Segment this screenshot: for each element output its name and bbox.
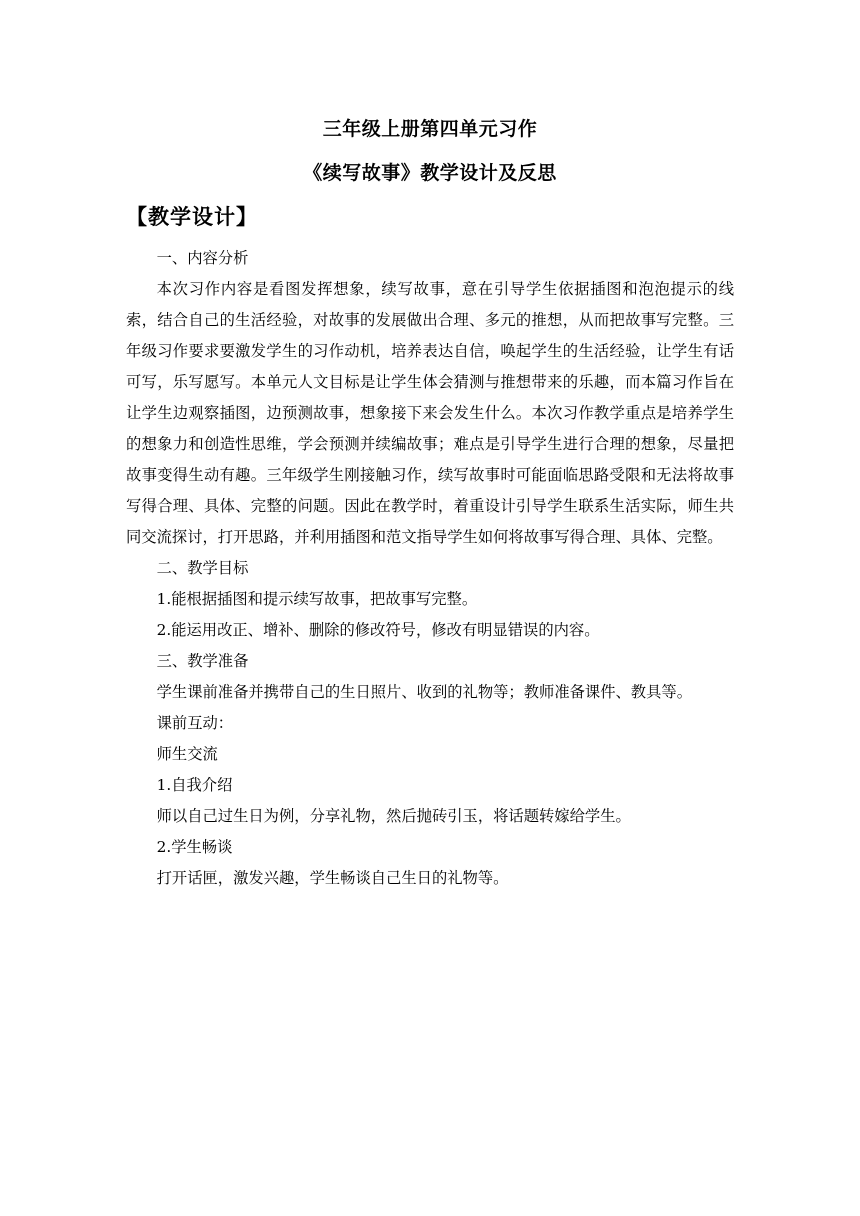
paragraph-content-analysis: 本次习作内容是看图发挥想象，续写故事，意在引导学生依据插图和泡泡提示的线索，结合自己的生活经验，对故事的发展做出合理、多元的推想，从而把故事写完整。三年级习作要求要激发学生的习作动机，培养表达自信，唤起学生的生活经验，让学生有话可写，乐写愿写。本单元人文目标是让学生体会猜测与推想带来的乐趣，而本篇习作旨在让学生边观察插图，边预测故事，想象接下来会发生什么。本次习作教学重点是培养学生的想象力和创造性思维，学会预测并续编故事；难点是引导学生进行合理的想象，尽量把故事变得生动有趣。三年级学生刚接触习作，续写故事时可能面临思路受限和无法将故事写得合理、具体、完整的问题。因此在教学时，着重设计引导学生联系生活实际，师生共同交流探讨，打开思路，并利用插图和范文指导学生如何将故事写得合理、具体、完整。 bbox=[126, 280, 734, 546]
document-body bbox=[126, 243, 734, 894]
heading-teaching-goals: 二、教学目标 bbox=[156, 559, 249, 577]
paragraph-step-2: 打开话匣，激发兴趣，学生畅谈自己生日的礼物等。 bbox=[156, 869, 509, 887]
goal-item-1: 1.能根据插图和提示续写故事，把故事写完整。 bbox=[156, 590, 478, 608]
subheading-teacher-student-exchange: 师生交流 bbox=[156, 745, 218, 763]
document-title: 三年级上册第四单元习作 bbox=[322, 118, 538, 140]
paragraph-preparation: 学生课前准备并携带自己的生日照片、收到的礼物等；教师准备课件、教具等。 bbox=[156, 683, 692, 701]
heading-pre-class-interaction: 课前互动： bbox=[156, 714, 234, 732]
heading-content-analysis: 一、内容分析 bbox=[156, 249, 249, 267]
paragraph-step-1: 师以自己过生日为例，分享礼物，然后抛砖引玉，将话题转嫁给学生。 bbox=[156, 807, 631, 825]
document-subtitle: 《续写故事》教学设计及反思 bbox=[303, 162, 557, 184]
heading-teaching-preparation: 三、教学准备 bbox=[156, 652, 249, 670]
goal-item-2: 2.能运用改正、增补、删除的修改符号，修改有明显错误的内容。 bbox=[156, 621, 600, 639]
section-heading: 【教学设计】 bbox=[126, 205, 258, 229]
step-item-1: 1.自我介绍 bbox=[156, 776, 233, 794]
step-item-2: 2.学生畅谈 bbox=[156, 838, 233, 856]
